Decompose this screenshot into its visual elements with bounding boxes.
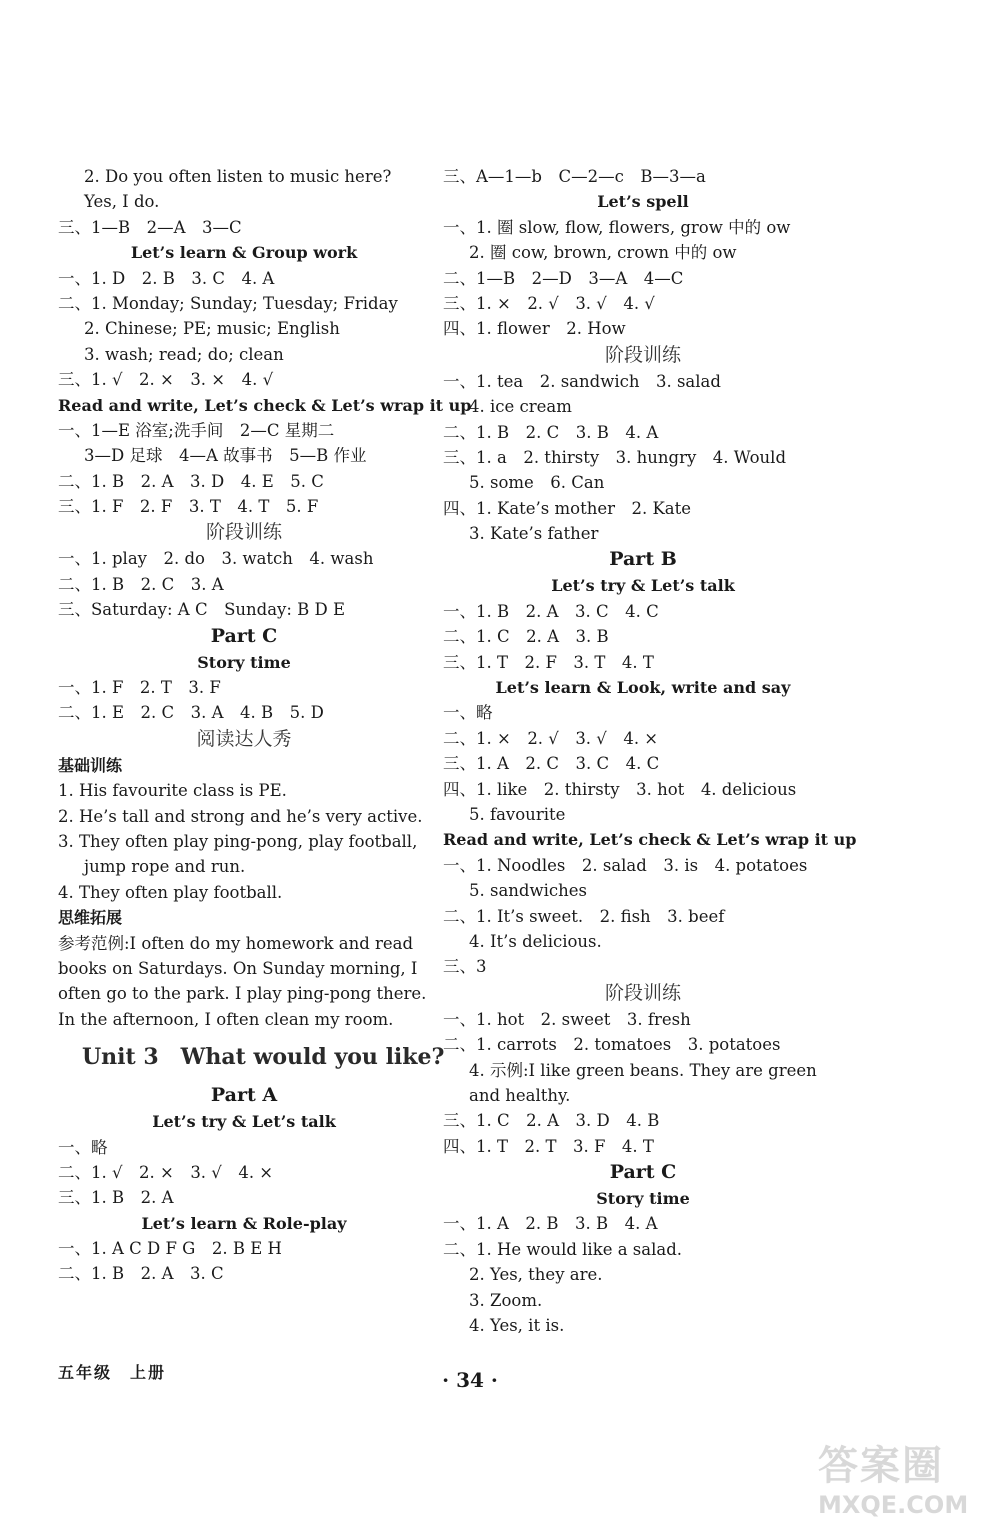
answer-line: 二、1—B 2—D 3—A 4—C bbox=[443, 268, 684, 288]
answer-line: 二、1. B 2. C 3. A bbox=[58, 574, 224, 594]
answer-line: 2. Chinese; PE; music; English bbox=[84, 319, 340, 339]
answer-line: 4. Yes, it is. bbox=[469, 1316, 565, 1336]
answer-line: 三、3 bbox=[443, 957, 487, 977]
answer-line: 一、1. tea 2. sandwich 3. salad bbox=[443, 371, 721, 391]
answer-line: Yes, I do. bbox=[84, 192, 160, 212]
answer-line: 二、1. B 2. A 3. D 4. E 5. C bbox=[58, 471, 324, 491]
stage-heading: 阶段训练 bbox=[604, 343, 681, 366]
answer-line: 一、1. hot 2. sweet 3. fresh bbox=[443, 1009, 691, 1029]
answer-line: 四、1. Kate’s mother 2. Kate bbox=[443, 498, 692, 518]
answer-line: 4. It’s delicious. bbox=[469, 931, 602, 951]
section-heading: Story time bbox=[596, 1189, 690, 1209]
answer-line: 一、1. F 2. T 3. F bbox=[58, 678, 221, 698]
answer-line: 二、1. It’s sweet. 2. fish 3. beef bbox=[443, 906, 725, 926]
part-heading: Part C bbox=[210, 624, 278, 647]
answer-line: 三、1. a 2. thirsty 3. hungry 4. Would bbox=[443, 447, 787, 467]
watermark-cn: 答案圈 bbox=[818, 1442, 944, 1489]
answer-line: 二、1. B 2. C 3. B 4. A bbox=[443, 422, 659, 442]
stage-heading: 阶段训练 bbox=[604, 981, 681, 1004]
part-heading: Part B bbox=[609, 548, 677, 571]
answer-line: and healthy. bbox=[469, 1085, 571, 1105]
answer-line: 5. sandwiches bbox=[469, 881, 587, 901]
answer-line: 5. some 6. Can bbox=[469, 473, 605, 493]
answer-line: 二、1. Monday; Sunday; Tuesday; Friday bbox=[58, 293, 398, 313]
answer-line: 3—D 足球 4—A 故事书 5—B 作业 bbox=[84, 446, 367, 466]
part-heading: Part C bbox=[609, 1161, 677, 1184]
grade-label: 五年级 上册 bbox=[58, 1363, 167, 1382]
answer-line: 三、A—1—b C—2—c B—3—a bbox=[443, 167, 706, 186]
answer-line: 二、1. √ 2. × 3. √ 4. × bbox=[58, 1162, 274, 1182]
answer-line: 三、1. √ 2. × 3. × 4. √ bbox=[58, 370, 274, 390]
subsection-heading: 基础训练 bbox=[58, 755, 123, 775]
answer-line: 一、1. play 2. do 3. watch 4. wash bbox=[58, 549, 374, 569]
answer-line: 4. ice cream bbox=[469, 397, 572, 417]
answer-line: 3. They often play ping-pong, play football, bbox=[58, 831, 418, 851]
section-heading: Let’s try & Let’s talk bbox=[551, 576, 735, 596]
answer-line: 参考范例:I often do my homework and read bbox=[58, 933, 414, 953]
answer-line: 2. Yes, they are. bbox=[469, 1265, 603, 1285]
answer-line: 一、略 bbox=[443, 703, 493, 723]
answer-line: 2. He’s tall and strong and he’s very active. bbox=[58, 806, 423, 826]
answer-line: 二、1. carrots 2. tomatoes 3. potatoes bbox=[443, 1035, 781, 1055]
answer-line: 4. They often play football. bbox=[58, 882, 283, 902]
answer-line: 3. wash; read; do; clean bbox=[84, 344, 284, 364]
answer-line: 三、1. A 2. C 3. C 4. C bbox=[443, 754, 660, 774]
answer-line: 二、1. C 2. A 3. B bbox=[443, 627, 609, 647]
subsection-heading: 思维拓展 bbox=[58, 908, 123, 928]
section-heading: Let’s learn & Group work bbox=[130, 243, 358, 263]
answer-line: 5. favourite bbox=[469, 804, 566, 824]
answer-line: 一、1. B 2. A 3. C 4. C bbox=[443, 601, 659, 621]
answer-line: often go to the park. I play ping-pong there. bbox=[58, 984, 427, 1004]
page-number: · 34 · bbox=[442, 1368, 498, 1392]
answer-line: 2. Do you often listen to music here? bbox=[84, 167, 392, 186]
answer-line: 四、1. T 2. T 3. F 4. T bbox=[443, 1136, 654, 1156]
answer-line: 一、1. A 2. B 3. B 4. A bbox=[443, 1214, 658, 1234]
answer-line: 四、1. like 2. thirsty 3. hot 4. delicious bbox=[443, 779, 797, 799]
section-heading: Let’s learn & Role-play bbox=[141, 1213, 347, 1233]
answer-line: 四、1. flower 2. How bbox=[443, 319, 626, 339]
answer-line: 2. 圈 cow, brown, crown 中的 ow bbox=[469, 243, 737, 263]
answer-line: 4. 示例:I like green beans. They are green bbox=[469, 1060, 817, 1080]
answer-line: 二、1. He would like a salad. bbox=[443, 1239, 683, 1259]
stage-heading: 阶段训练 bbox=[205, 521, 282, 544]
answer-line: 三、1—B 2—A 3—C bbox=[58, 217, 242, 237]
answer-line: 三、Saturday: A C Sunday: B D E bbox=[58, 600, 346, 620]
answer-line: In the afternoon, I often clean my room. bbox=[58, 1009, 394, 1029]
answer-line: jump rope and run. bbox=[84, 857, 246, 877]
answer-line: 二、1. B 2. A 3. C bbox=[58, 1264, 224, 1284]
answer-line: 三、1. C 2. A 3. D 4. B bbox=[443, 1111, 660, 1131]
answer-line: 二、1. E 2. C 3. A 4. B 5. D bbox=[58, 703, 324, 723]
answer-line: 一、1. A C D F G 2. B E H bbox=[58, 1239, 282, 1259]
stage-heading: 阅读达人秀 bbox=[196, 727, 292, 750]
answer-line: 三、1. T 2. F 3. T 4. T bbox=[443, 652, 654, 672]
section-heading: Let’s spell bbox=[597, 192, 689, 212]
answer-line: 一、1. D 2. B 3. C 4. A bbox=[58, 268, 275, 288]
answer-line: 一、1—E 浴室;洗手间 2—C 星期二 bbox=[58, 420, 335, 440]
unit-title: Unit 3 What would you like? bbox=[82, 1044, 445, 1071]
answer-line: 一、1. 圈 slow, flow, flowers, grow 中的 ow bbox=[443, 217, 791, 237]
answer-line: 一、1. Noodles 2. salad 3. is 4. potatoes bbox=[443, 855, 808, 875]
subsection-heading: Read and write, Let’s check & Let’s wrap it up bbox=[58, 395, 472, 415]
answer-line: 一、略 bbox=[58, 1137, 108, 1157]
watermark-en: MXQE.COM bbox=[818, 1491, 969, 1519]
part-heading: Part A bbox=[210, 1084, 278, 1107]
section-heading: Story time bbox=[197, 652, 291, 672]
section-heading: Let’s try & Let’s talk bbox=[152, 1112, 336, 1132]
answer-line: books on Saturdays. On Sunday morning, I bbox=[58, 958, 418, 978]
answer-line: 3. Zoom. bbox=[469, 1290, 543, 1310]
answer-line: 三、1. × 2. √ 3. √ 4. √ bbox=[443, 293, 655, 313]
answer-column-right bbox=[443, 164, 857, 1338]
answer-line: 二、1. × 2. √ 3. √ 4. × bbox=[443, 728, 659, 748]
subsection-heading: Read and write, Let’s check & Let’s wrap it up bbox=[443, 830, 857, 850]
watermark-logo bbox=[818, 1434, 988, 1520]
section-heading: Let’s learn & Look, write and say bbox=[495, 678, 791, 698]
answer-line: 1. His favourite class is PE. bbox=[58, 781, 287, 801]
answer-line: 三、1. B 2. A bbox=[58, 1188, 174, 1208]
answer-line: 三、1. F 2. F 3. T 4. T 5. F bbox=[58, 497, 319, 517]
answer-line: 3. Kate’s father bbox=[469, 524, 599, 544]
